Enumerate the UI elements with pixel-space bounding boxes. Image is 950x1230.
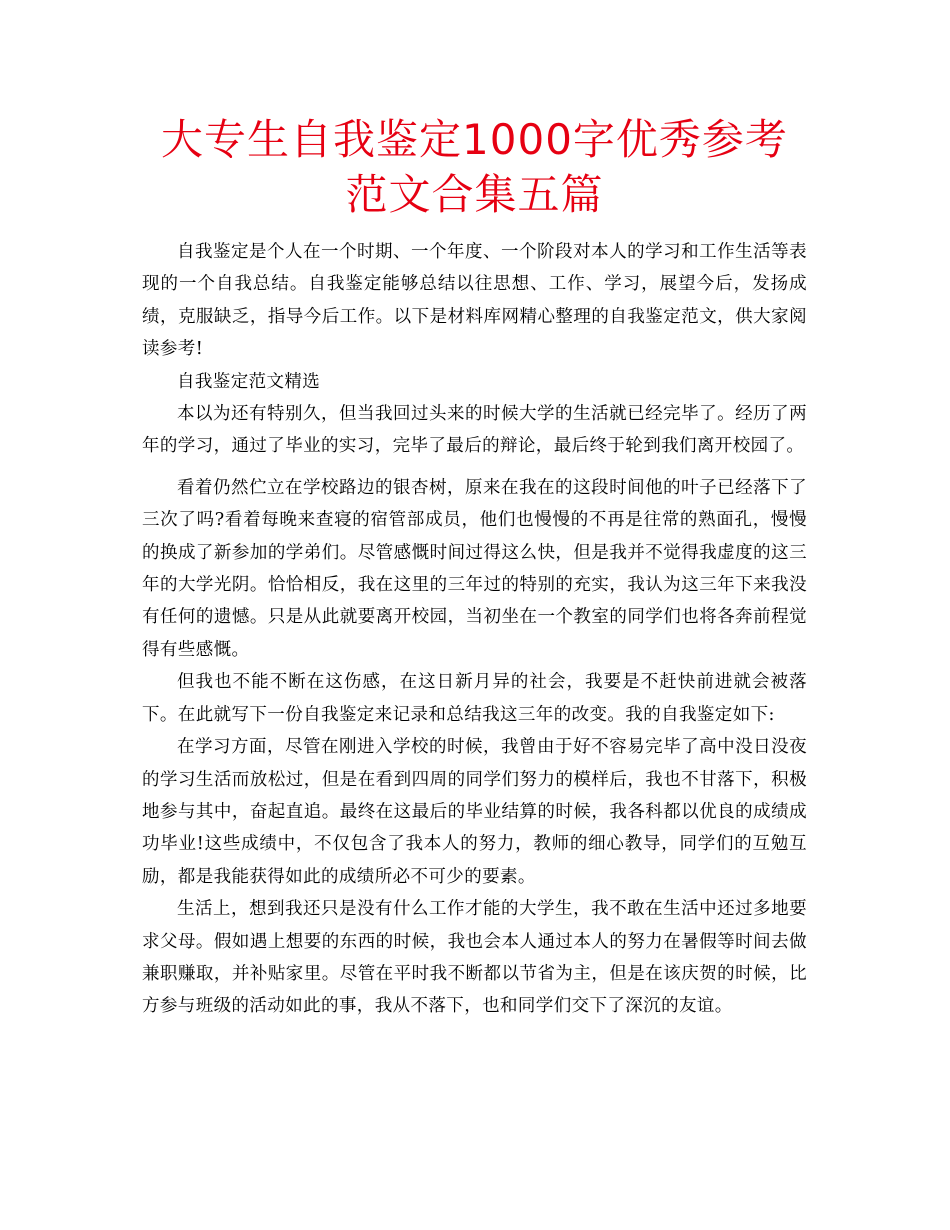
paragraph-intro: 自我鉴定是个人在一个时期、一个年度、一个阶段对本人的学习和工作生活等表现的一个自我总结。自我鉴定能够总结以往思想、工作、学习，展望今后，发扬成绩，克服缺乏，指导今后工作。以下是材料库网精心整理的自我鉴定范文，供大家阅读参考! — [142, 242, 807, 360]
paragraph-2: 看着仍然伫立在学校路边的银杏树，原来在我在的这段时间他的叶子已经落下了三次了吗?看着每晚来查寝的宿管部成员，他们也慢慢的不再是往常的熟面孔，慢慢的换成了新参加的学弟们。尽管感慨时间过得这么快，但是我并不觉得我虚度的这三年的大学光阴。恰恰相反，我在这里的三年过的特别的充实，我认为这三年下来我没有任何的遗憾。只是从此就要离开校园，当初坐在一个教室的同学们也将各奔前程觉得有些感慨。 — [142, 477, 807, 660]
paragraph-5: 生活上，想到我还只是没有什么工作才能的大学生，我不敢在生活中还过多地要求父母。假如遇上想要的东西的时候，我也会本人通过本人的努力在暑假等时间去做兼职赚取，并补贴家里。尽管在平时我不断都以节省为主，但是在该庆贺的时候，比方参与班级的活动如此的事，我从不落下，也和同学们交下了深沉的友谊。 — [142, 899, 807, 1017]
document-title: 大专生自我鉴定1000字优秀参考范文合集五篇 — [161, 115, 788, 219]
paragraph-1: 本以为还有特别久，但当我回过头来的时候大学的生活就已经完毕了。经历了两年的学习，通过了毕业的实习，完毕了最后的辩论，最后终于轮到我们离开校园了。 — [142, 404, 807, 457]
paragraph-3: 但我也不能不断在这伤感，在这日新月异的社会，我要是不赶快前进就会被落下。在此就写下一份自我鉴定来记录和总结我这三年的改变。我的自我鉴定如下: — [142, 672, 807, 725]
paragraph-section-heading: 自我鉴定范文精选 — [177, 371, 321, 392]
document-body — [142, 236, 807, 1023]
paragraph-4: 在学习方面，尽管在刚进入学校的时候，我曾由于好不容易完毕了高中没日没夜的学习生活而放松过，但是在看到四周的同学们努力的模样后，我也不甘落下，积极地参与其中，奋起直追。最终在这最后的毕业结算的时候，我各科都以优良的成绩成功毕业!这些成绩中，不仅包含了我本人的努力，教师的细心教导，同学们的互勉互励，都是我能获得如此的成绩所必不可少的要素。 — [142, 737, 807, 887]
